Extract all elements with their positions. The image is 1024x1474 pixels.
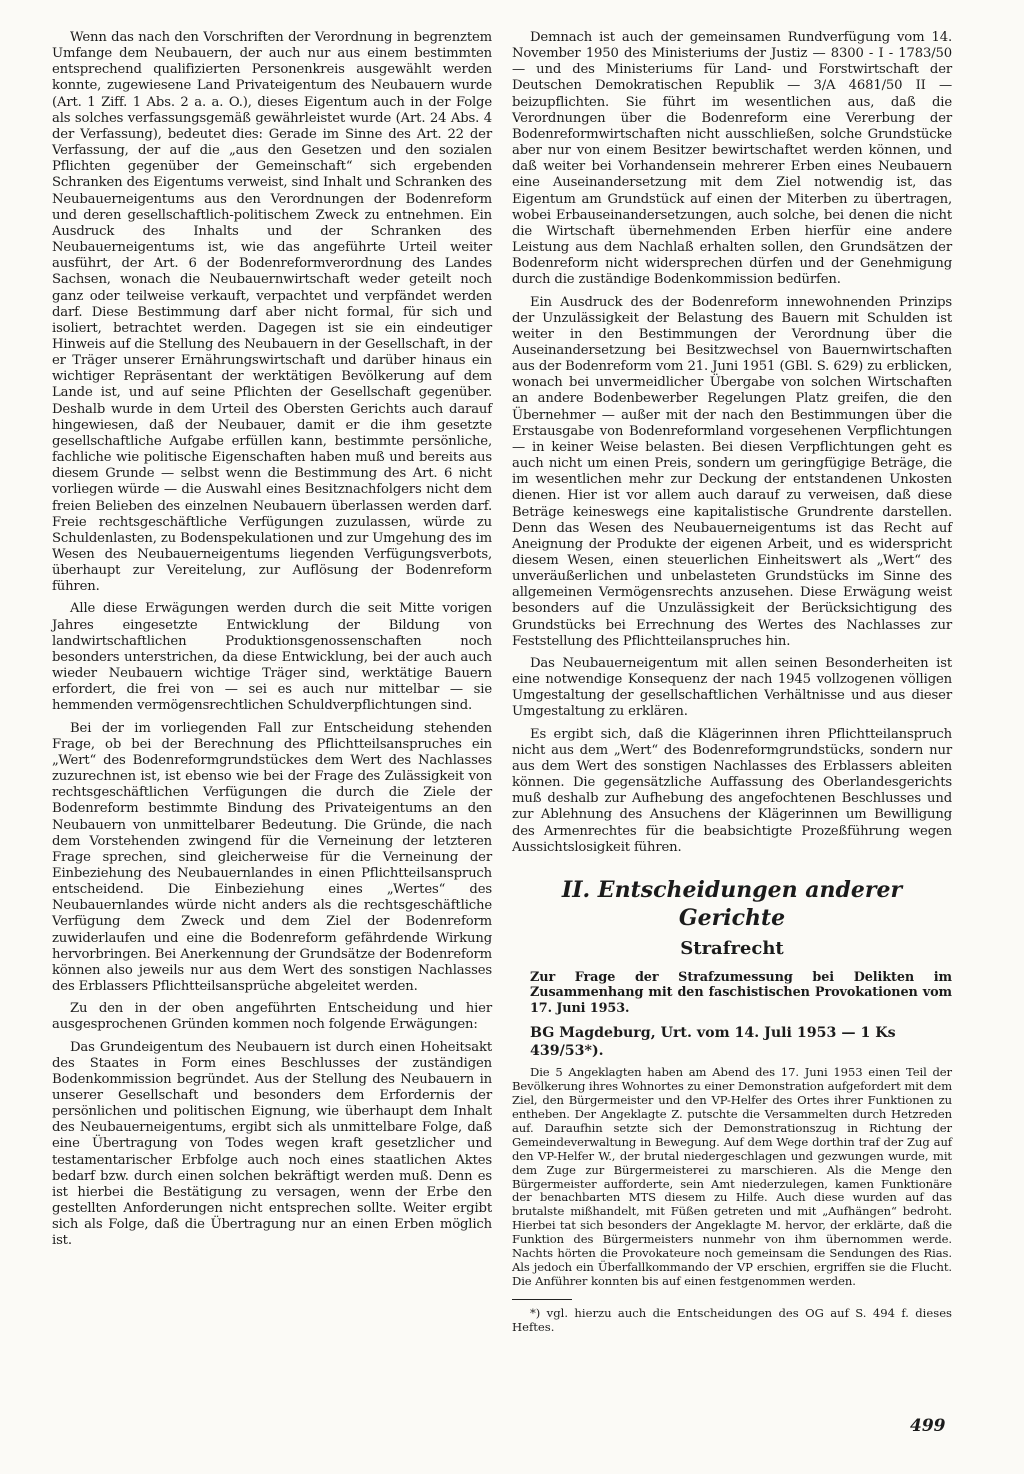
body-paragraph: Alle diese Erwägungen werden durch die seit Mitte vorigen Jahres eingesetzte Entwicklung der Bildung von landwirtschaftlichen Produktionsgenossenschaften noch besonders unterstrichen, da diese Entwicklung, bei der auch auch wieder Neubauern wichtige Träger sind, werktätige Bauern erfordert, die frei von — sei es auch nur mittelbar — sie hemmenden vermögensrechtlichen Schuldverpflichtungen sind. xyxy=(52,601,492,714)
footnote: *) vgl. hierzu auch die Entscheidungen des OG auf S. 494 f. dieses Heftes. xyxy=(512,1305,952,1334)
body-paragraph: Ein Ausdruck des der Bodenreform innewohnenden Prinzips der Unzulässigkeit der Belastung des Bauern mit Schulden ist weiter in den Bestimmungen der Verordnung über die Auseinandersetzung bei Besitzwechsel von Bauernwirtschaften aus der Bodenreform vom 21. Juni 1951 (GBl. S. 629) zu erblicken, wonach bei unvermeidlicher Übergabe von solchen Wirtschaften an andere Bodenbewerber Regelungen Platz greifen, die den Übernehmer — außer mit der nach den Bestimmungen über die Erstausgabe von Bodenreformland vorgesehenen Verpflichtungen — in keiner Weise belasten. Bei diesen Verpflichtungen geht es auch nicht um einen Preis, sondern um geringfügige Beträge, die im wesentlichen mehr zur Deckung der entstandenen Unkosten dienen. Hier ist vor allem auch darauf zu verweisen, daß diese Beträge keineswegs eine kapitalistische Grundrente darstellen. Denn das Wesen des Neubauerneigentums ist das Recht auf Aneignung der Produkte der eigenen Arbeit, und es widerspricht diesem Wesen, einen steuerlichen Einheitswert als „Wert“ des unveräußerlichen und unbelasteten Grundstücks im Sinne des allgemeinen Vermögensrechts anzusehen. Diese Erwägung weist besonders auf die Unzulässigkeit der Berücksichtigung des Grundstücks bei Errechnung des Wertes des Nachlasses zur Feststellung des Pflichtteilanspruches hin. xyxy=(512,294,952,649)
page-number: 499 xyxy=(910,1416,946,1436)
subsection-heading: Strafrecht xyxy=(680,937,784,959)
body-paragraph: Zu den in der oben angeführten Entscheidung und hier ausgesprochenen Gründen kommen noch folgende Erwägungen: xyxy=(52,1001,492,1033)
left-column xyxy=(52,30,492,1256)
right-column xyxy=(512,30,952,1334)
body-paragraph: Wenn das nach den Vorschriften der Verordnung in begrenztem Umfange dem Neubauern, der auch nur aus einem bestimmten entsprechend qualifizierten Personenkreis ausgewählt werden konnte, zugewiesene Land Privateigentum des Neubauern wurde (Art. 1 Ziff. 1 Abs. 2 a. a. O.), dieses Eigentum auch in der Folge als solches verfassungsgemäß gewährleistet wurde (Art. 24 Abs. 4 der Verfassung), bedeutet dies: Gerade im Sinne des Art. 22 der Verfassung, der auf die „aus den Gesetzen und den sozialen Pflichten gegenüber der Gemeinschaft“ sich ergebenden Schranken des Eigentums verweist, sind Inhalt und Schranken des Neubauerneigentums aus den Verordnungen der Bodenreform und deren gesellschaftlich-politischem Zweck zu entnehmen. Ein Ausdruck des Inhalts und der Schranken des Neubauerneigentums ist, wie das angeführte Urteil weiter ausführt, der Art. 6 der Bodenreformverordnung des Landes Sachsen, wonach die Neubauernwirtschaft weder geteilt noch ganz oder teilweise verkauft, verpachtet und verpfändet werden darf. Diese Bestimmung darf aber nicht formal, für sich und isoliert, betrachtet werden. Dagegen ist sie ein eindeutiger Hinweis auf die Stellung des Neubauern in der Gesellschaft, in der er Träger unserer Ernährungswirtschaft und darüber hinaus ein wichtiger Repräsentant der werktätigen Bevölkerung auf dem Lande ist, und auf seine Pflichten der Gesellschaft gegenüber. Deshalb wurde in dem Urteil des Obersten Gerichts auch darauf hingewiesen, daß der Neubauer, damit er die ihm gesetzte gesellschaftliche Aufgabe erfüllen kann, bestimmte persönliche, fachliche wie politische Eigenschaften haben muß und bereits aus diesem Grunde — selbst wenn die Bestimmung des Art. 6 nicht vorliegen würde — die Auswahl eines Besitznachfolgers nicht dem freien Belieben des einzelnen Neubauern überlassen werden darf. Freie rechtsgeschäftliche Verfügungen zuzulassen, würde zu Schuldenlasten, zu Bodenspekulationen und zur Umgehung des im Wesen des Neubauerneigentums liegenden Verfügungsverbots, überhaupt zur Vereitelung, zur Auflösung der Bodenreform führen. xyxy=(52,30,492,595)
footnote-divider xyxy=(512,1299,572,1300)
court-citation: BG Magdeburg, Urt. vom 14. Juli 1953 — 1 Ks 439/53*). xyxy=(530,1025,896,1060)
body-paragraph: Es ergibt sich, daß die Klägerinnen ihren Pflichtteilanspruch nicht aus dem „Wert“ des Bodenreformgrundstücks, sondern nur aus dem Wert des sonstigen Nachlasses des Erblassers ableiten können. Die gegensätzliche Auffassung des Oberlandesgerichts muß deshalb zur Aufhebung des angefochtenen Beschlusses und zur Ablehnung des Ansuchens der Klägerinnen um Bewilligung des Armenrechtes für die beabsichtigte Prozeßführung wegen Aussichtslosigkeit führen. xyxy=(512,726,952,855)
body-paragraph: Das Grundeigentum des Neubauern ist durch einen Hoheitsakt des Staates in Form eines Beschlusses der zuständigen Bodenkommission begründet. Aus der Stellung des Neubauern in unserer Gesellschaft und besonders dem Erfordernis der persönlichen und politischen Eignung, wie überhaupt dem Inhalt des Neubauerneigentums, ergibt sich als unmittelbare Folge, daß eine Übertragung von Todes wegen kraft gesetzlicher und testamentarischer Erbfolge auch noch eines staatlichen Aktes bedarf bzw. durch einen solchen bekräftigt werden muß. Denn es ist hierbei die Bestätigung zu versagen, wenn der Erbe den gestellten Anforderungen nicht entsprechen sollte. Weiter ergibt sich als Folge, daß die Übertragung nur an einen Erben möglich ist. xyxy=(52,1039,492,1249)
section-heading: II. Entscheidungen anderer Gerichte xyxy=(561,876,903,931)
case-headnote: Zur Frage der Strafzumessung bei Delikten im Zusammenhang mit den faschistischen Provokationen vom 17. Juni 1953. xyxy=(530,969,952,1016)
case-summary: Die 5 Angeklagten haben am Abend des 17. Juni 1953 einen Teil der Bevölkerung ihres Wohnortes zu einer Demonstration aufgefordert mit dem Ziel, den Bürgermeister und den VP-Helfer des Ortes ihrer Funktionen zu entheben. Der Angeklagte Z. putschte die Versammelten durch Hetzreden auf. Daraufhin setzte sich der Demonstrationszug in Richtung der Gemeindeverwaltung in Bewegung. Auf dem Wege dorthin traf der Zug auf den VP-Helfer W., der brutal niedergeschlagen und gezwungen wurde, mit dem Zuge zur Bürgermeisterei zu marschieren. Als die Menge den Bürgermeister aufforderte, sein Amt niederzulegen, kamen Funktionäre der benachbarten MTS diesem zu Hilfe. Auch diese wurden auf das brutalste mißhandelt, mit Füßen getreten und mit „Aufhängen“ bedroht. Hierbei tat sich besonders der Angeklagte M. hervor, der erklärte, daß die Funktion des Bürgermeisters nunmehr von ihm übernommen werde. Nachts hörten die Provokateure noch gemeinsam die Sendungen des Rias. Als jedoch ein Überfallkommando der VP erschien, ergriffen sie die Flucht. Die Anführer konnten bis auf einen festgenommen werden. xyxy=(512,1065,952,1288)
body-paragraph: Demnach ist auch der gemeinsamen Rundverfügung vom 14. November 1950 des Ministeriums der Justiz — 8300 - I - 1783/50 — und des Ministeriums für Land- und Forstwirtschaft der Deutschen Demokratischen Republik — 3/A 4681/50 II — beizupflichten. Sie führt im wesentlichen aus, daß die Verordnungen über die Bodenreform eine Vererbung der Bodenreformwirtschaften nicht ausschließen, solche Grundstücke aber nur von einem Besitzer bewirtschaftet werden können, und daß weiter bei Vorhandensein mehrerer Erben eines Neubauern eine Auseinandersetzung mit dem Ziel notwendig ist, das Eigentum am Grundstück auf einen der Miterben zu übertragen, wobei Erbauseinandersetzungen, auch solche, bei denen die nicht die Wirtschaft übernehmenden Erben hierfür eine andere Leistung aus dem Nachlaß erhalten sollen, den Grundsätzen der Bodenreform nicht widersprechen dürfen und der Genehmigung durch die zuständige Bodenkommission bedürfen. xyxy=(512,30,952,288)
body-paragraph: Bei der im vorliegenden Fall zur Entscheidung stehenden Frage, ob bei der Berechnung des Pflichtteilsanspruches ein „Wert“ des Bodenreformgrundstückes dem Wert des Nachlasses zuzurechnen ist, ist ebenso wie bei der Frage des Zulässigkeit von rechtsgeschäftlichen Verfügungen die durch die Ziele der Bodenreform bestimmte Bindung des Privateigentums an den Neubauern von unmittelbarer Bedeutung. Die Gründe, die nach dem Vorstehenden zwingend für die Verneinung der letzteren Frage sprechen, sind gleicherweise für die Verneinung der Einbeziehung des Neubauernlandes in einen Pflichtteilsanspruch entscheidend. Die Einbeziehung eines „Wertes“ des Neubauernlandes würde nicht anders als die rechtsgeschäftliche Verfügung dem Zweck und dem Ziel der Bodenreform zuwiderlaufen und eine die Bodenreform gefährdende Wirkung hervorbringen. Bei Anerkennung der Grundsätze der Bodenreform können also jeweils nur aus dem Wert des sonstigen Nachlasses des Erblassers Pflichtteilsansprüche abgeleitet werden. xyxy=(52,720,492,995)
body-paragraph: Das Neubauerneigentum mit allen seinen Besonderheiten ist eine notwendige Konsequenz der nach 1945 vollzogenen völligen Umgestaltung der gesellschaftlichen Verhältnisse und aus dieser Umgestaltung zu erklären. xyxy=(512,655,952,720)
